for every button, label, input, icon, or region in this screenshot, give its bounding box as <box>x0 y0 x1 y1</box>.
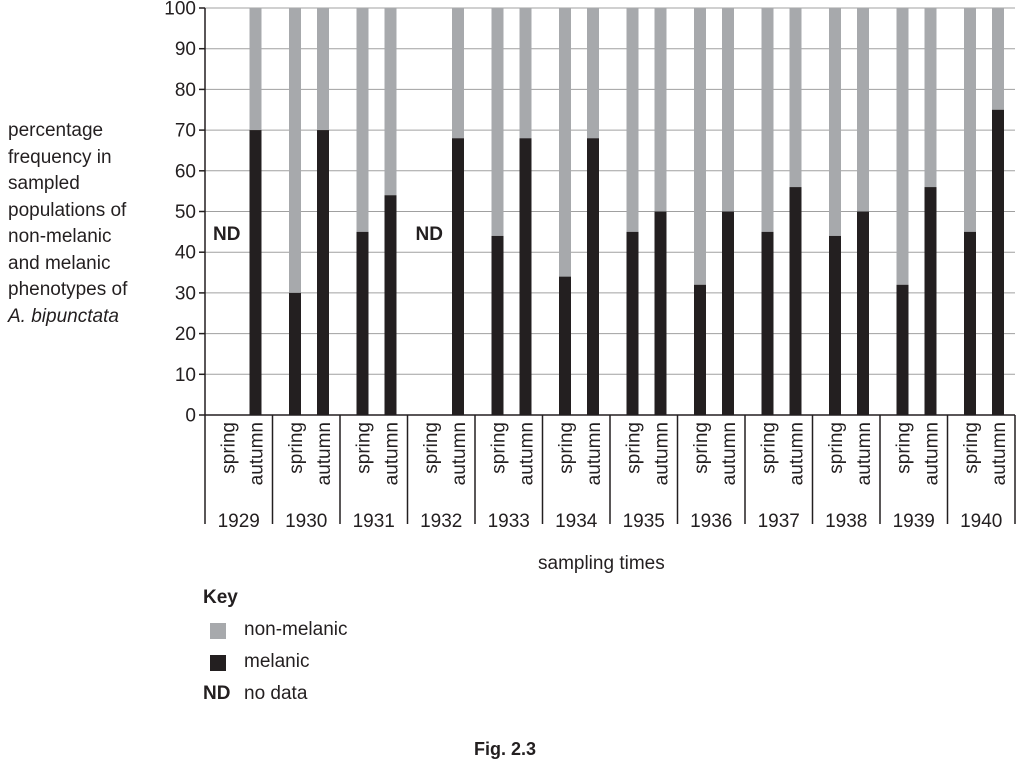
y-axis-label-line: sampled <box>8 173 80 194</box>
bar-non-melanic <box>289 8 301 293</box>
bar-non-melanic <box>857 8 869 212</box>
bar-melanic <box>559 277 571 415</box>
bar-non-melanic <box>722 8 734 212</box>
bar-melanic <box>317 130 329 415</box>
season-label: spring <box>893 422 915 474</box>
season-label: autumn <box>854 422 875 486</box>
bar-melanic <box>897 285 909 415</box>
bar-melanic <box>694 285 706 415</box>
year-label: 1932 <box>420 511 463 532</box>
bar-non-melanic <box>627 8 639 232</box>
bar-non-melanic <box>694 8 706 285</box>
figure-caption: Fig. 2.3 <box>474 739 537 759</box>
no-data-label: ND <box>415 224 443 245</box>
bar-non-melanic <box>829 8 841 236</box>
bar-melanic <box>857 212 869 416</box>
season-label: spring <box>421 422 442 474</box>
bar-melanic <box>520 138 532 415</box>
legend-nd-label: no data <box>244 683 308 704</box>
y-tick-label: 20 <box>174 324 196 346</box>
bar-melanic <box>289 293 301 415</box>
bar-non-melanic <box>925 8 937 187</box>
bar-melanic <box>627 232 639 415</box>
bar-non-melanic <box>655 8 667 212</box>
season-label: autumn <box>719 422 740 486</box>
y-tick-label: 60 <box>174 161 196 183</box>
bar-melanic <box>790 187 802 415</box>
season-label: autumn <box>516 422 538 486</box>
y-axis-label-line: frequency in <box>8 146 112 168</box>
y-tick-label: 10 <box>174 364 196 386</box>
bar-non-melanic <box>357 8 369 232</box>
y-tick-label: 50 <box>174 202 196 223</box>
season-label: spring <box>758 422 780 474</box>
bar-melanic <box>655 212 667 416</box>
bar-non-melanic <box>992 8 1004 110</box>
season-label: spring <box>488 422 510 474</box>
bar-non-melanic <box>964 8 976 232</box>
year-label: 1938 <box>825 511 868 532</box>
year-label: 1934 <box>555 511 598 532</box>
bar-melanic <box>925 187 937 415</box>
year-label: 1936 <box>690 511 733 532</box>
y-axis-label-line: and melanic <box>8 252 111 274</box>
legend-swatch-non-melanic <box>210 623 226 639</box>
bar-non-melanic <box>452 8 464 138</box>
x-axis-title: sampling times <box>538 553 665 574</box>
year-label: 1931 <box>352 511 395 532</box>
y-tick-label: 40 <box>174 242 196 264</box>
y-tick-label: 100 <box>164 0 196 20</box>
y-tick-label: 70 <box>174 120 196 142</box>
y-axis-label-line: percentage <box>8 120 104 141</box>
bar-melanic <box>762 232 774 415</box>
bar-non-melanic <box>587 8 599 138</box>
season-label: autumn <box>921 422 943 486</box>
season-label: spring <box>826 422 847 474</box>
season-label: autumn <box>381 422 403 486</box>
legend-label-melanic: melanic <box>244 651 310 672</box>
legend-title: Key <box>203 587 238 608</box>
year-label: 1933 <box>487 511 530 532</box>
y-tick-label: 80 <box>174 79 196 101</box>
bar-non-melanic <box>250 8 262 130</box>
year-label: 1930 <box>285 511 328 532</box>
year-label: 1940 <box>960 511 1003 532</box>
season-label: spring <box>286 422 307 474</box>
season-label: autumn <box>314 422 335 486</box>
y-axis-label-line: non-melanic <box>8 226 112 247</box>
bar-non-melanic <box>790 8 802 187</box>
bar-non-melanic <box>520 8 532 138</box>
bar-melanic <box>992 110 1004 415</box>
season-label: autumn <box>246 422 268 486</box>
season-label: autumn <box>584 422 605 486</box>
bar-melanic <box>492 236 504 415</box>
bar-melanic <box>452 138 464 415</box>
year-label: 1929 <box>217 511 260 532</box>
y-axis-label-line: phenotypes of <box>8 279 128 300</box>
y-axis-label-line: A. bipunctata <box>8 305 119 327</box>
season-label: autumn <box>989 422 1010 486</box>
legend-label-non-melanic: non-melanic <box>244 619 348 640</box>
season-label: spring <box>353 422 375 474</box>
year-label: 1935 <box>622 511 665 532</box>
bar-melanic <box>357 232 369 415</box>
bar-melanic <box>385 195 397 415</box>
no-data-label: ND <box>213 224 241 245</box>
season-label: spring <box>691 422 712 474</box>
bar-melanic <box>250 130 262 415</box>
bar-melanic <box>829 236 841 415</box>
bar-melanic <box>587 138 599 415</box>
y-tick-label: 90 <box>174 39 196 61</box>
y-tick-label: 0 <box>185 405 196 427</box>
bar-non-melanic <box>897 8 909 285</box>
y-axis-label-line: populations of <box>8 199 127 221</box>
year-label: 1939 <box>892 511 935 532</box>
season-label: spring <box>623 422 645 474</box>
bar-non-melanic <box>762 8 774 232</box>
season-label: autumn <box>449 422 470 486</box>
season-label: autumn <box>651 422 673 486</box>
legend-swatch-melanic <box>210 655 226 671</box>
season-label: spring <box>218 422 240 474</box>
legend-nd-symbol: ND <box>203 683 231 704</box>
season-label: autumn <box>786 422 808 486</box>
year-label: 1937 <box>757 511 800 532</box>
season-label: spring <box>961 422 982 474</box>
bar-non-melanic <box>385 8 397 195</box>
bar-melanic <box>964 232 976 415</box>
bar-melanic <box>722 212 734 416</box>
y-tick-label: 30 <box>174 283 196 305</box>
bar-non-melanic <box>317 8 329 130</box>
bar-non-melanic <box>559 8 571 277</box>
bar-non-melanic <box>492 8 504 236</box>
season-label: spring <box>556 422 577 474</box>
